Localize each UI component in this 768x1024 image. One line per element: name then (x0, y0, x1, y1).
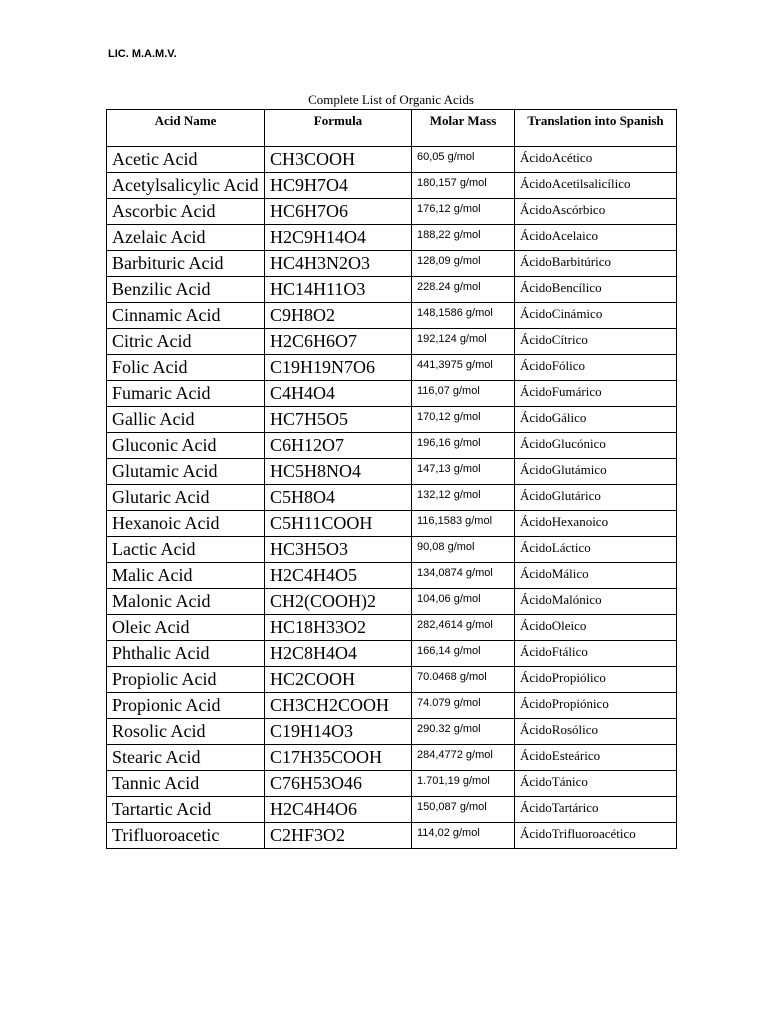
molar-mass-cell: 116,07 g/mol (412, 381, 515, 407)
table-row (107, 173, 677, 199)
spanish-translation-cell: ÁcidoEsteárico (515, 745, 677, 771)
molar-mass-cell: 290.32 g/mol (412, 719, 515, 745)
table-row (107, 563, 677, 589)
spanish-translation-cell: ÁcidoAcelaico (515, 225, 677, 251)
formula-cell: C4H4O4 (265, 381, 412, 407)
formula-cell: CH3COOH (265, 147, 412, 173)
acid-name-cell: Malonic Acid (107, 589, 265, 615)
table-row (107, 147, 677, 173)
acid-name-cell: Glutamic Acid (107, 459, 265, 485)
author-label: LIC. M.A.M.V. (108, 48, 177, 60)
acid-name-cell: Propionic Acid (107, 693, 265, 719)
table-row (107, 745, 677, 771)
molar-mass-cell: 192,124 g/mol (412, 329, 515, 355)
table-row (107, 485, 677, 511)
formula-cell: H2C9H14O4 (265, 225, 412, 251)
molar-mass-cell: 148,1586 g/mol (412, 303, 515, 329)
spanish-translation-cell: ÁcidoRosólico (515, 719, 677, 745)
molar-mass-cell: 228.24 g/mol (412, 277, 515, 303)
acid-name-cell: Azelaic Acid (107, 225, 265, 251)
molar-mass-cell: 70.0468 g/mol (412, 667, 515, 693)
formula-cell: HC6H7O6 (265, 199, 412, 225)
molar-mass-cell: 284,4772 g/mol (412, 745, 515, 771)
acid-name-cell: Stearic Acid (107, 745, 265, 771)
formula-cell: HC18H33O2 (265, 615, 412, 641)
molar-mass-cell: 180,157 g/mol (412, 173, 515, 199)
formula-cell: C5H11COOH (265, 511, 412, 537)
spanish-translation-cell: ÁcidoGlutárico (515, 485, 677, 511)
molar-mass-cell: 134,0874 g/mol (412, 563, 515, 589)
acid-name-cell: Ascorbic Acid (107, 199, 265, 225)
formula-cell: C9H8O2 (265, 303, 412, 329)
formula-cell: HC9H7O4 (265, 173, 412, 199)
spanish-translation-cell: ÁcidoFtálico (515, 641, 677, 667)
table-row (107, 511, 677, 537)
formula-cell: CH2(COOH)2 (265, 589, 412, 615)
table-header-row (107, 110, 677, 147)
spanish-translation-cell: ÁcidoPropiólico (515, 667, 677, 693)
table-row (107, 381, 677, 407)
formula-cell: CH3CH2COOH (265, 693, 412, 719)
formula-cell: HC14H11O3 (265, 277, 412, 303)
formula-cell: C17H35COOH (265, 745, 412, 771)
molar-mass-cell: 170,12 g/mol (412, 407, 515, 433)
formula-cell: C76H53O46 (265, 771, 412, 797)
acid-name-cell: Hexanoic Acid (107, 511, 265, 537)
spanish-translation-cell: ÁcidoOleico (515, 615, 677, 641)
spanish-translation-cell: ÁcidoCinámico (515, 303, 677, 329)
acid-name-cell: Folic Acid (107, 355, 265, 381)
acid-name-cell: Tannic Acid (107, 771, 265, 797)
acid-name-cell: Tartartic Acid (107, 797, 265, 823)
table-row (107, 277, 677, 303)
column-header-acid-name: Acid Name (107, 110, 265, 147)
acid-name-cell: Malic Acid (107, 563, 265, 589)
formula-cell: C5H8O4 (265, 485, 412, 511)
table-row (107, 693, 677, 719)
molar-mass-cell: 128,09 g/mol (412, 251, 515, 277)
table-row (107, 589, 677, 615)
formula-cell: H2C6H6O7 (265, 329, 412, 355)
formula-cell: C2HF3O2 (265, 823, 412, 849)
spanish-translation-cell: ÁcidoCítrico (515, 329, 677, 355)
spanish-translation-cell: ÁcidoGlucónico (515, 433, 677, 459)
acid-name-cell: Benzilic Acid (107, 277, 265, 303)
spanish-translation-cell: ÁcidoAcetilsalicílico (515, 173, 677, 199)
spanish-translation-cell: ÁcidoBarbitúrico (515, 251, 677, 277)
formula-cell: HC2COOH (265, 667, 412, 693)
formula-cell: HC7H5O5 (265, 407, 412, 433)
table-title: Complete List of Organic Acids (308, 92, 474, 107)
acid-name-cell: Acetylsalicylic Acid (107, 173, 265, 199)
acid-name-cell: Barbituric Acid (107, 251, 265, 277)
acid-name-cell: Gluconic Acid (107, 433, 265, 459)
table-row (107, 615, 677, 641)
table-row (107, 719, 677, 745)
spanish-translation-cell: ÁcidoGlutámico (515, 459, 677, 485)
molar-mass-cell: 150,087 g/mol (412, 797, 515, 823)
table-row (107, 433, 677, 459)
spanish-translation-cell: ÁcidoMalónico (515, 589, 677, 615)
acid-name-cell: Trifluoroacetic (107, 823, 265, 849)
spanish-translation-cell: ÁcidoBencílico (515, 277, 677, 303)
acid-name-cell: Glutaric Acid (107, 485, 265, 511)
spanish-translation-cell: ÁcidoTartárico (515, 797, 677, 823)
formula-cell: H2C8H4O4 (265, 641, 412, 667)
table-body (107, 147, 677, 849)
column-header-molar-mass: Molar Mass (412, 110, 515, 147)
table-row (107, 537, 677, 563)
table-row (107, 641, 677, 667)
molar-mass-cell: 196,16 g/mol (412, 433, 515, 459)
formula-cell: H2C4H4O5 (265, 563, 412, 589)
spanish-translation-cell: ÁcidoFólico (515, 355, 677, 381)
column-header-spanish-translation: Translation into Spanish (515, 110, 677, 147)
organic-acids-table (106, 109, 677, 849)
spanish-translation-cell: ÁcidoAscórbico (515, 199, 677, 225)
acid-name-cell: Propiolic Acid (107, 667, 265, 693)
molar-mass-cell: 176,12 g/mol (412, 199, 515, 225)
molar-mass-cell: 90,08 g/mol (412, 537, 515, 563)
molar-mass-cell: 114,02 g/mol (412, 823, 515, 849)
molar-mass-cell: 282,4614 g/mol (412, 615, 515, 641)
formula-cell: H2C4H4O6 (265, 797, 412, 823)
molar-mass-cell: 74.079 g/mol (412, 693, 515, 719)
formula-cell: C6H12O7 (265, 433, 412, 459)
formula-cell: C19H14O3 (265, 719, 412, 745)
table-row (107, 329, 677, 355)
acid-name-cell: Lactic Acid (107, 537, 265, 563)
spanish-translation-cell: ÁcidoTrifluoroacético (515, 823, 677, 849)
molar-mass-cell: 60,05 g/mol (412, 147, 515, 173)
spanish-translation-cell: ÁcidoGálico (515, 407, 677, 433)
table-row (107, 459, 677, 485)
spanish-translation-cell: ÁcidoAcético (515, 147, 677, 173)
spanish-translation-cell: ÁcidoPropiónico (515, 693, 677, 719)
table-row (107, 355, 677, 381)
formula-cell: HC4H3N2O3 (265, 251, 412, 277)
spanish-translation-cell: ÁcidoMálico (515, 563, 677, 589)
molar-mass-cell: 132,12 g/mol (412, 485, 515, 511)
acid-name-cell: Phthalic Acid (107, 641, 265, 667)
table-row (107, 667, 677, 693)
molar-mass-cell: 147,13 g/mol (412, 459, 515, 485)
table-row (107, 771, 677, 797)
molar-mass-cell: 104,06 g/mol (412, 589, 515, 615)
molar-mass-cell: 116,1583 g/mol (412, 511, 515, 537)
spanish-translation-cell: ÁcidoLáctico (515, 537, 677, 563)
spanish-translation-cell: ÁcidoTánico (515, 771, 677, 797)
acid-name-cell: Oleic Acid (107, 615, 265, 641)
molar-mass-cell: 1.701,19 g/mol (412, 771, 515, 797)
spanish-translation-cell: ÁcidoHexanoico (515, 511, 677, 537)
acid-name-cell: Rosolic Acid (107, 719, 265, 745)
table-row (107, 303, 677, 329)
column-header-formula: Formula (265, 110, 412, 147)
molar-mass-cell: 441,3975 g/mol (412, 355, 515, 381)
table-row (107, 407, 677, 433)
table-row (107, 251, 677, 277)
spanish-translation-cell: ÁcidoFumárico (515, 381, 677, 407)
table-row (107, 225, 677, 251)
formula-cell: C19H19N7O6 (265, 355, 412, 381)
formula-cell: HC3H5O3 (265, 537, 412, 563)
table-row (107, 199, 677, 225)
acid-name-cell: Fumaric Acid (107, 381, 265, 407)
molar-mass-cell: 166,14 g/mol (412, 641, 515, 667)
table-row (107, 823, 677, 849)
formula-cell: HC5H8NO4 (265, 459, 412, 485)
acid-name-cell: Gallic Acid (107, 407, 265, 433)
acid-name-cell: Acetic Acid (107, 147, 265, 173)
acid-name-cell: Cinnamic Acid (107, 303, 265, 329)
acid-name-cell: Citric Acid (107, 329, 265, 355)
table-row (107, 797, 677, 823)
molar-mass-cell: 188,22 g/mol (412, 225, 515, 251)
